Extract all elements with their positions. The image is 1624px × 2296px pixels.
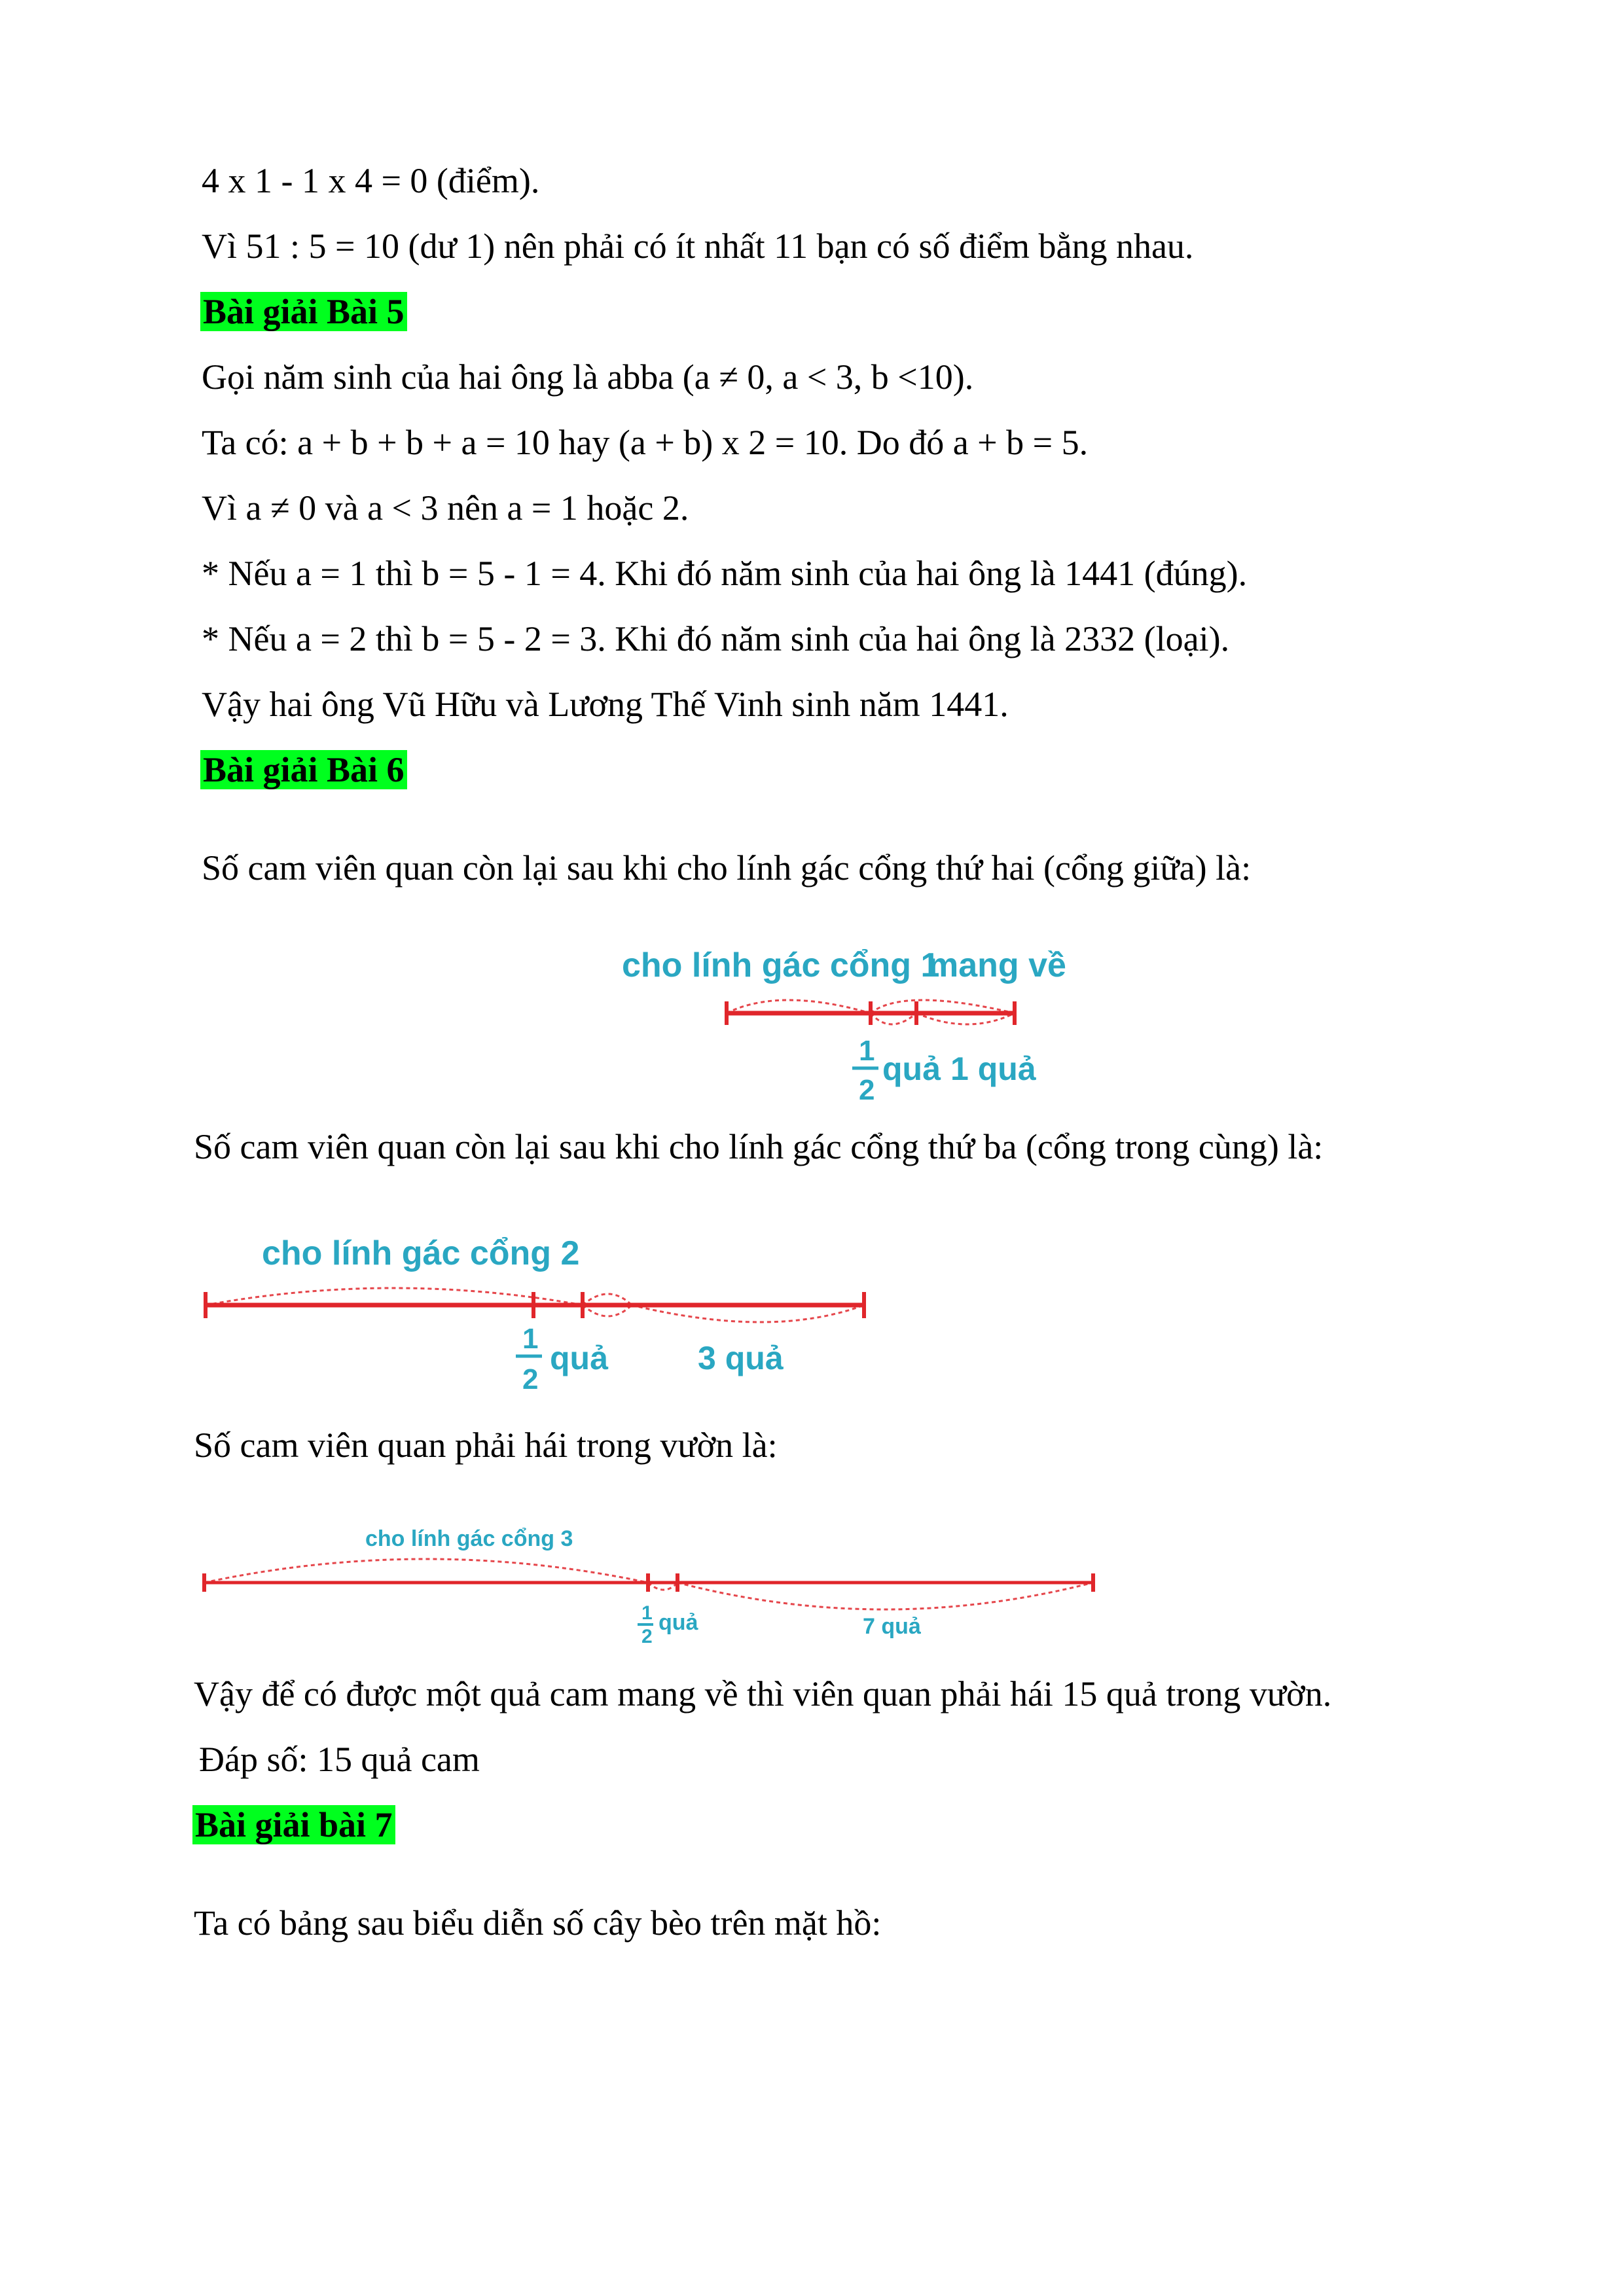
paragraph: Gọi năm sinh của hai ông là abba (a ≠ 0, a < 3, b <10).: [202, 357, 974, 397]
section-heading-bai-6: [200, 749, 407, 791]
fraction-numerator: 1: [859, 1035, 875, 1067]
paragraph: Vậy để có được một quả cam mang về thì viên quan phải hái 15 quả trong vườn.: [194, 1674, 1332, 1713]
paragraph: * Nếu a = 2 thì b = 5 - 2 = 3. Khi đó năm sinh của hai ông là 2332 (loại).: [202, 619, 1230, 658]
paragraph: Ta có bảng sau biểu diễn số cây bèo trên mặt hồ:: [194, 1903, 882, 1943]
diagram-label-right: 1 quả: [950, 1050, 1036, 1087]
diagram-label-top-right: mang về: [928, 946, 1066, 984]
fraction-unit: quả: [659, 1610, 698, 1635]
paragraph: Số cam viên quan còn lại sau khi cho lính gác cổng thứ ba (cổng trong cùng) là:: [194, 1127, 1324, 1166]
brace-arc: [632, 1305, 864, 1322]
fraction-numerator: 1: [522, 1323, 539, 1355]
segment-diagram-3: [196, 1512, 1113, 1656]
paragraph: Ta có: a + b + b + a = 10 hay (a + b) x 2 = 10. Do đó a + b = 5.: [202, 423, 1089, 462]
segment-diagram-1: [615, 936, 1074, 1119]
paragraph: * Nếu a = 1 thì b = 5 - 1 = 4. Khi đó năm sinh của hai ông là 1441 (đúng).: [202, 554, 1248, 593]
section-heading-bai-5: [200, 291, 407, 332]
heading-highlight: Bài giải bài 7: [192, 1805, 395, 1844]
diagram-label-top-left: cho lính gác cổng 2: [262, 1234, 580, 1272]
fraction-unit: quả: [550, 1340, 608, 1376]
heading-highlight: Bài giải Bài 5: [200, 292, 407, 331]
paragraph: Vì a ≠ 0 và a < 3 nên a = 1 hoặc 2.: [202, 488, 689, 528]
diagram-label-right: 7 quả: [863, 1614, 921, 1639]
fraction-denominator: 2: [641, 1626, 653, 1647]
brace-arc: [206, 1288, 583, 1305]
paragraph: Vì 51 : 5 = 10 (dư 1) nên phải có ít nhất 11 bạn có số điểm bằng nhau.: [202, 226, 1194, 266]
fraction-unit: quả: [882, 1050, 941, 1087]
fraction-denominator: 2: [522, 1363, 539, 1395]
brace-arc: [677, 1583, 1093, 1609]
diagram-label-right: 3 quả: [698, 1340, 784, 1376]
heading-highlight: Bài giải Bài 6: [200, 750, 407, 789]
diagram-label-top-left: cho lính gác cổng 3: [365, 1526, 573, 1551]
paragraph: Số cam viên quan phải hái trong vườn là:: [194, 1426, 778, 1465]
diagram-label-top-left: cho lính gác cổng 1: [622, 946, 940, 984]
paragraph: 4 x 1 - 1 x 4 = 0 (điểm).: [202, 161, 540, 200]
segment-diagram-2: [196, 1217, 890, 1414]
paragraph: Số cam viên quan còn lại sau khi cho lính gác cổng thứ hai (cổng giữa) là:: [202, 848, 1252, 888]
fraction-numerator: 1: [641, 1602, 653, 1624]
section-heading-bai-7: [192, 1804, 395, 1846]
paragraph: Đáp số: 15 quả cam: [199, 1740, 480, 1779]
fraction-denominator: 2: [859, 1074, 875, 1106]
brace-arc: [204, 1559, 648, 1583]
paragraph: Vậy hai ông Vũ Hữu và Lương Thế Vinh sinh năm 1441.: [202, 685, 1009, 724]
